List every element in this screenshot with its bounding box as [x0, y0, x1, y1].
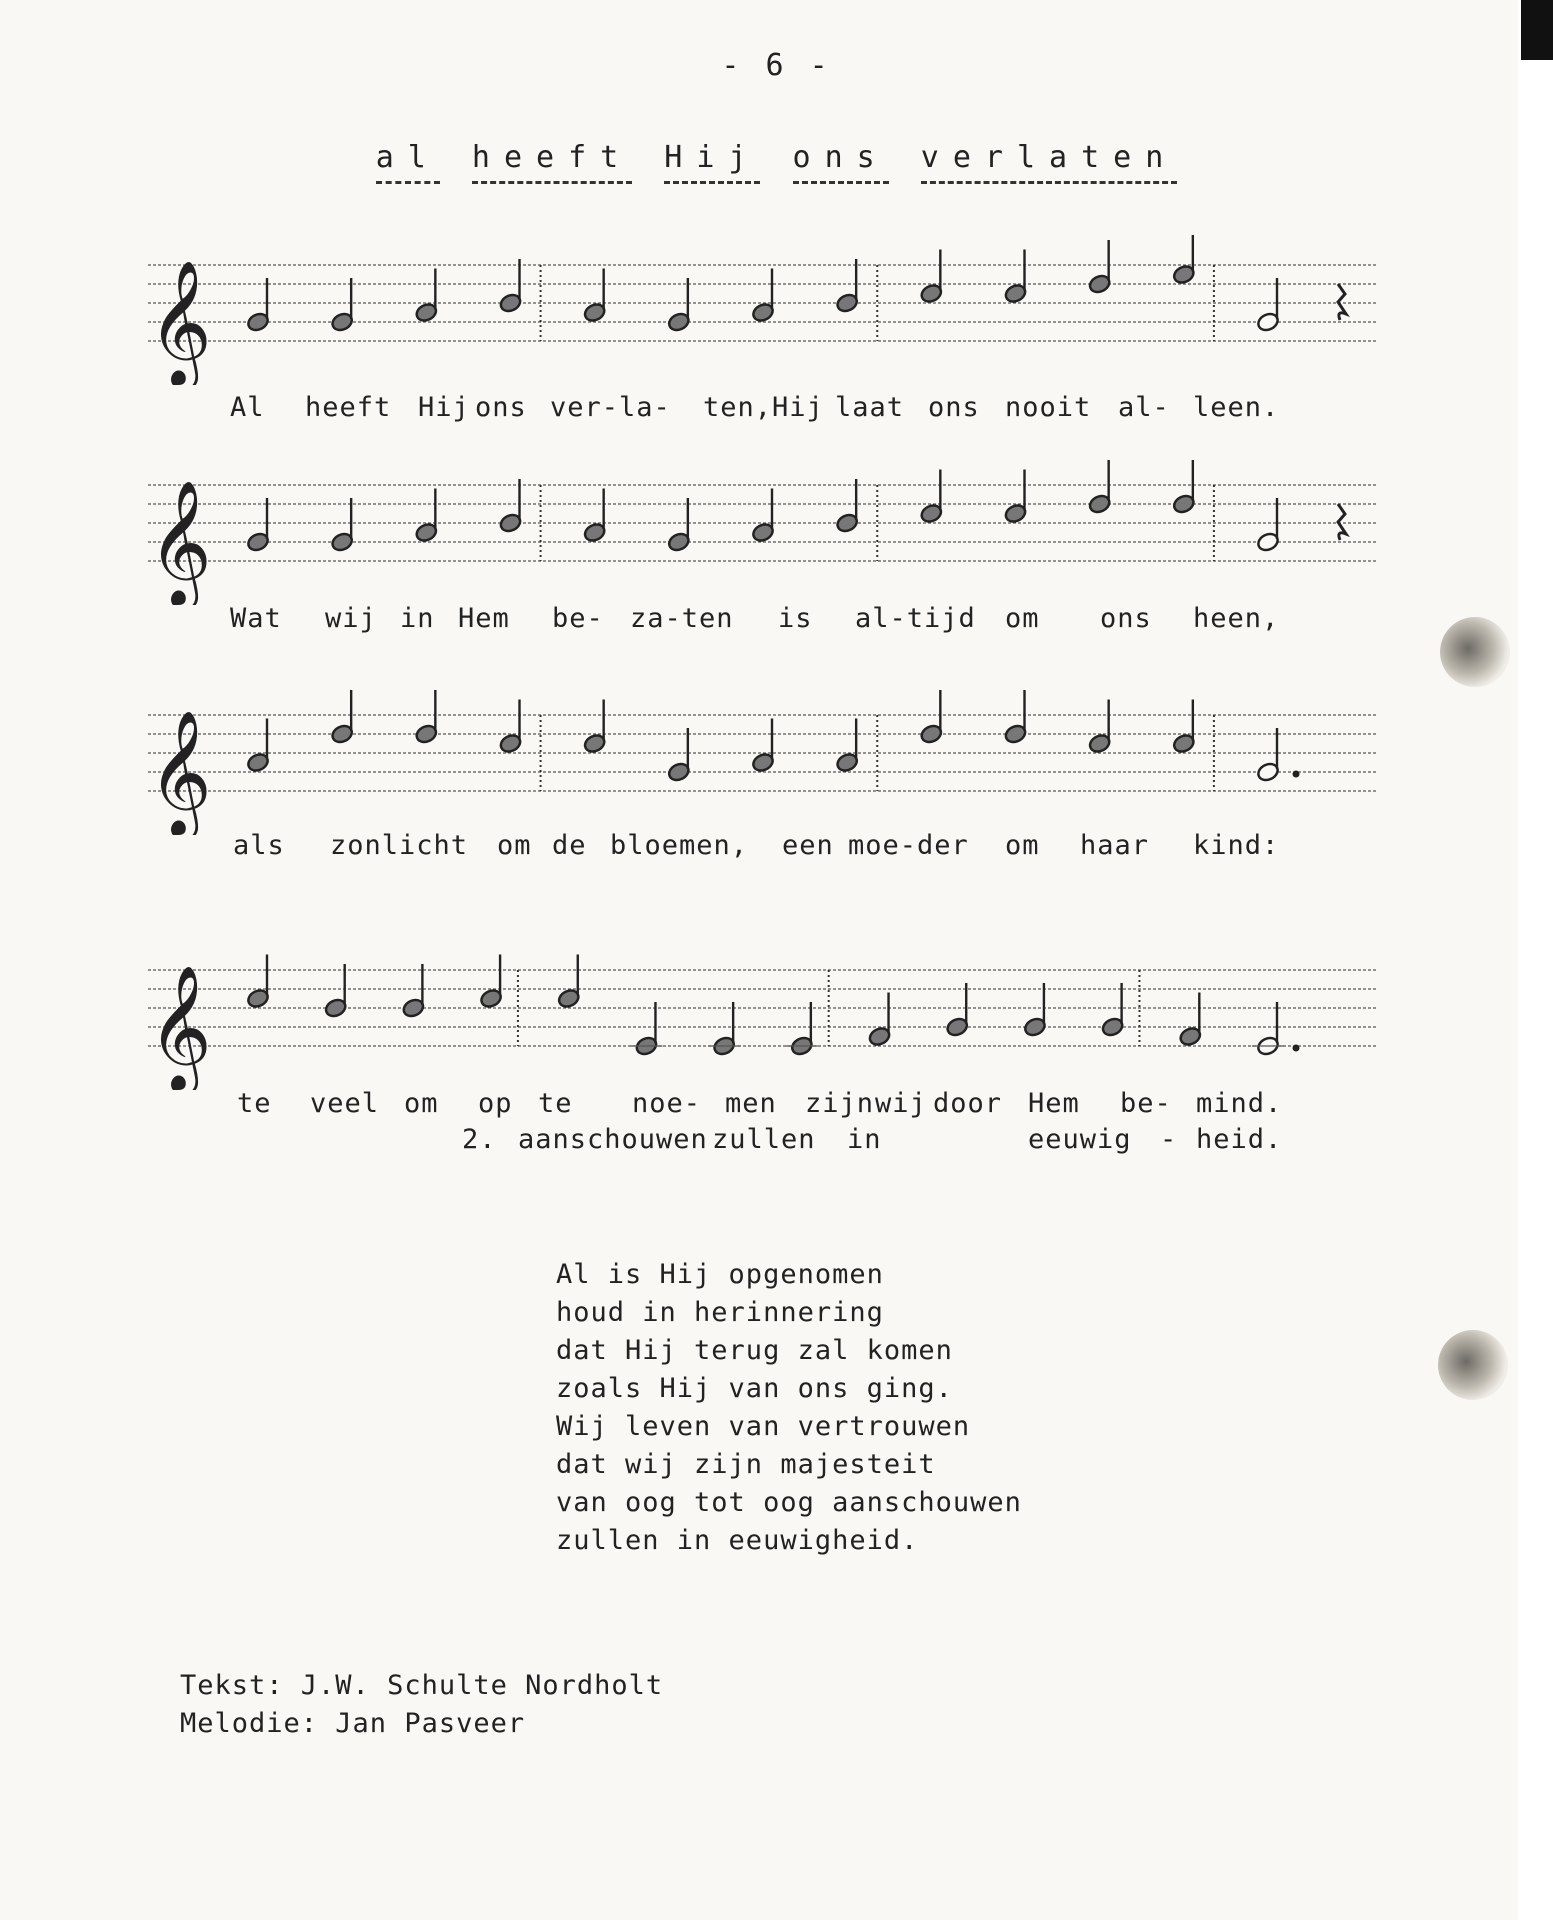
lyric-syllable: veel: [310, 1088, 380, 1119]
lyric-syllable: al-: [1118, 392, 1170, 423]
lyric-syllable: zijn: [805, 1088, 875, 1119]
lyric-syllable: ons: [475, 392, 527, 423]
poem-line: Wij leven van vertrouwen: [556, 1411, 971, 1442]
poem-line: houd in herinnering: [556, 1297, 884, 1328]
lyric-syllable: zullen: [712, 1124, 816, 1155]
lyric-syllable: te: [538, 1088, 573, 1119]
lyric-syllable: Hij: [418, 392, 470, 423]
lyric-syllable: de: [552, 830, 587, 861]
lyric-syllable: aanschouwen: [518, 1124, 708, 1155]
lyric-syllable: -: [1160, 1124, 1178, 1155]
lyric-syllable: in: [847, 1124, 882, 1155]
credit-melody: Melodie: Jan Pasveer: [180, 1708, 526, 1739]
lyric-syllable: Al: [230, 392, 265, 423]
poem-stanza: [556, 1256, 1022, 1560]
page-edge: [1518, 0, 1553, 1920]
punch-hole-top: [1440, 617, 1510, 687]
lyric-syllable: Hem: [1028, 1088, 1080, 1119]
lyric-syllable: ver-la-: [550, 392, 671, 423]
lyric-syllable: bloemen,: [610, 830, 749, 861]
lyric-syllable: nooit: [1005, 392, 1092, 423]
lyric-syllable: op: [478, 1088, 513, 1119]
title-word: heeft: [472, 140, 632, 184]
music-staff-1: [148, 235, 1388, 385]
music-staff-4: [148, 940, 1388, 1090]
lyric-syllable: mind.: [1196, 1088, 1283, 1119]
lyric-syllable: za-ten: [630, 603, 734, 634]
lyric-syllable: kind:: [1193, 830, 1280, 861]
lyric-syllable: door: [933, 1088, 1003, 1119]
page-number: - 6 -: [721, 48, 832, 83]
lyric-syllable: heid.: [1196, 1124, 1283, 1155]
lyric-syllable: be-: [1120, 1088, 1172, 1119]
lyric-syllable: wij: [325, 603, 377, 634]
lyric-syllable: zonlicht: [330, 830, 469, 861]
lyric-syllable: ons: [1100, 603, 1152, 634]
augmentation-dot: [1293, 1045, 1300, 1052]
lyric-syllable: te: [237, 1088, 272, 1119]
lyric-syllable: moe-der: [848, 830, 969, 861]
poem-line: van oog tot oog aanschouwen: [556, 1487, 1022, 1518]
title-word: ons: [793, 140, 889, 184]
lyric-syllable: een: [782, 830, 834, 861]
lyric-syllable: Hem: [458, 603, 510, 634]
song-title: [0, 140, 1553, 175]
lyric-syllable: in: [400, 603, 435, 634]
title-word: al: [376, 140, 440, 184]
lyric-syllable: heen,: [1193, 603, 1280, 634]
punch-hole-bottom: [1438, 1330, 1508, 1400]
poem-line: dat Hij terug zal komen: [556, 1335, 953, 1366]
lyric-syllable: men: [725, 1088, 777, 1119]
treble-clef-icon: 𝄞: [148, 480, 212, 605]
lyric-syllable: noe-: [632, 1088, 702, 1119]
lyric-syllable: leen.: [1193, 392, 1280, 423]
lyric-syllable: om: [497, 830, 532, 861]
lyric-syllable: Wat: [230, 603, 282, 634]
credit-text: Tekst: J.W. Schulte Nordholt: [180, 1670, 664, 1701]
augmentation-dot: [1293, 771, 1300, 778]
title-word: Hij: [664, 140, 760, 184]
lyric-syllable: 2.: [462, 1124, 497, 1155]
poem-line: zullen in eeuwigheid.: [556, 1525, 919, 1556]
lyric-syllable: is: [778, 603, 813, 634]
lyric-syllable: al-tijd: [855, 603, 976, 634]
quarter-rest-icon: [1338, 284, 1346, 320]
quarter-rest-icon: [1338, 504, 1346, 540]
music-staff-3: [148, 685, 1388, 835]
lyric-syllable: haar: [1080, 830, 1150, 861]
poem-line: Al is Hij opgenomen: [556, 1259, 884, 1290]
lyric-syllable: om: [404, 1088, 439, 1119]
music-staff-2: [148, 455, 1388, 605]
poem-line: dat wij zijn majesteit: [556, 1449, 936, 1480]
treble-clef-icon: 𝄞: [148, 260, 212, 385]
lyric-syllable: ons: [928, 392, 980, 423]
lyric-syllable: eeuwig: [1028, 1124, 1132, 1155]
lyric-syllable: om: [1005, 603, 1040, 634]
lyric-syllable: heeft: [305, 392, 392, 423]
lyric-syllable: als: [233, 830, 285, 861]
lyric-syllable: wij: [875, 1088, 927, 1119]
poem-line: zoals Hij van ons ging.: [556, 1373, 953, 1404]
lyric-syllable: laat: [835, 392, 905, 423]
title-word: verlaten: [921, 140, 1178, 184]
lyric-syllable: ten,Hij: [703, 392, 824, 423]
treble-clef-icon: 𝄞: [148, 965, 212, 1090]
lyric-syllable: be-: [552, 603, 604, 634]
lyric-syllable: om: [1005, 830, 1040, 861]
treble-clef-icon: 𝄞: [148, 710, 212, 835]
